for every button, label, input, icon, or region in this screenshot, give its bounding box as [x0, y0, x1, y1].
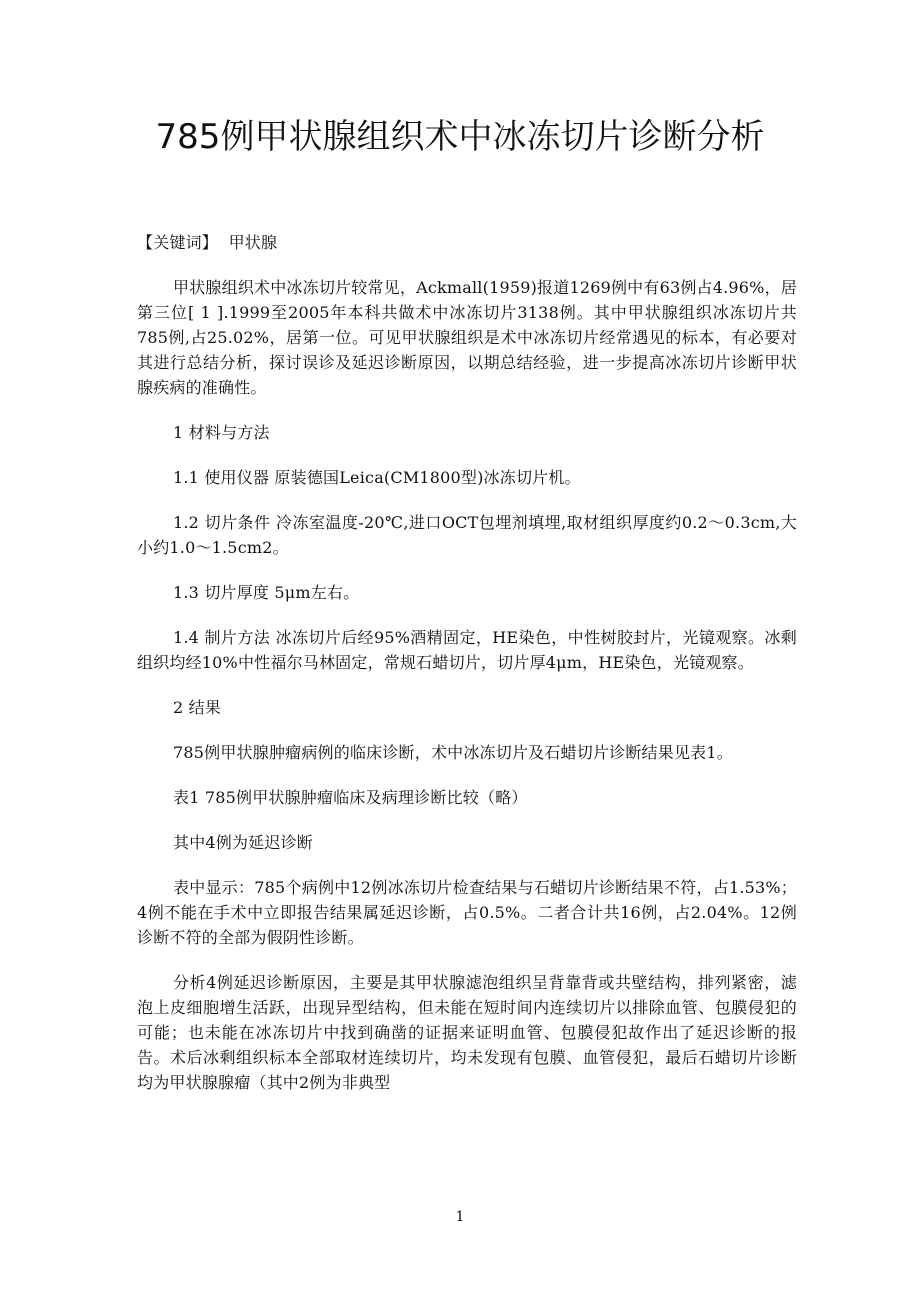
paragraph-table-summary: 表中显示：785个病例中12例冰冻切片检查结果与石蜡切片诊断结果不符，占1.53%；4例不能在手术中立即报告结果属延迟诊断，占0.5%。二者合计共16例，占2.04%。12例诊断不符的全部为假阴性诊断。 [137, 878, 797, 947]
keywords-label: 【关键词】 [137, 233, 219, 252]
paragraph-instrument: 1.1 使用仪器 原装德国Leica(CM1800型)冰冻切片机。 [173, 468, 581, 487]
paragraph-intro: 甲状腺组织术中冰冻切片较常见，Ackmall(1959)报道1269例中有63例占4.96%，居第三位[ 1 ].1999至2005年本科共做术中冰冻切片3138例。其中甲状腺组织冰冻切片共785例,占25.02%，居第一位。可见甲状腺组织是术中冰冻切片经常遇见的标本，有必要对其进行总结分析，探讨误诊及延迟诊断原因，以期总结经验，进一步提高冰冻切片诊断甲状腺疾病的准确性。 [137, 278, 797, 397]
document-body [137, 230, 797, 1115]
section-heading-methods: 1 材料与方法 [173, 423, 270, 442]
keywords-value: 甲状腺 [228, 233, 278, 252]
paragraph-thickness: 1.3 切片厚度 5μm左右。 [173, 583, 360, 602]
page-number: 1 [455, 1209, 465, 1225]
paragraph-results: 785例甲状腺肿瘤病例的临床诊断，术中冰冻切片及石蜡切片诊断结果见表1。 [173, 743, 733, 762]
table-caption: 表1 785例甲状腺肿瘤临床及病理诊断比较（略） [173, 788, 528, 807]
keywords-line [137, 230, 797, 255]
document-title: 785例甲状腺组织术中冰冻切片诊断分析 [155, 117, 765, 157]
paragraph-delayed: 其中4例为延迟诊断 [173, 833, 313, 852]
paragraph-method: 1.4 制片方法 冰冻切片后经95%酒精固定，HE染色，中性树胶封片，光镜观察。冰剩组织均经10%中性福尔马林固定，常规石蜡切片，切片厚4μm，HE染色，光镜观察。 [137, 628, 797, 672]
section-heading-results: 2 结果 [173, 698, 222, 717]
paragraph-conditions: 1.2 切片条件 冷冻室温度-20℃,进口OCT包埋剂填埋,取材组织厚度约0.2～0.3cm,大小约1.0～1.5cm2。 [137, 513, 797, 557]
paragraph-analysis: 分析4例延迟诊断原因，主要是其甲状腺滤泡组织呈背靠背或共壁结构，排列紧密，滤泡上皮细胞增生活跃，出现异型结构，但未能在短时间内连续切片以排除血管、包膜侵犯的可能；也未能在冰冻切片中找到确凿的证据来证明血管、包膜侵犯故作出了延迟诊断的报告。术后冰剩组织标本全部取材连续切片，均未发现有包膜、血管侵犯，最后石蜡切片诊断均为甲状腺腺瘤（其中2例为非典型 [137, 973, 797, 1092]
